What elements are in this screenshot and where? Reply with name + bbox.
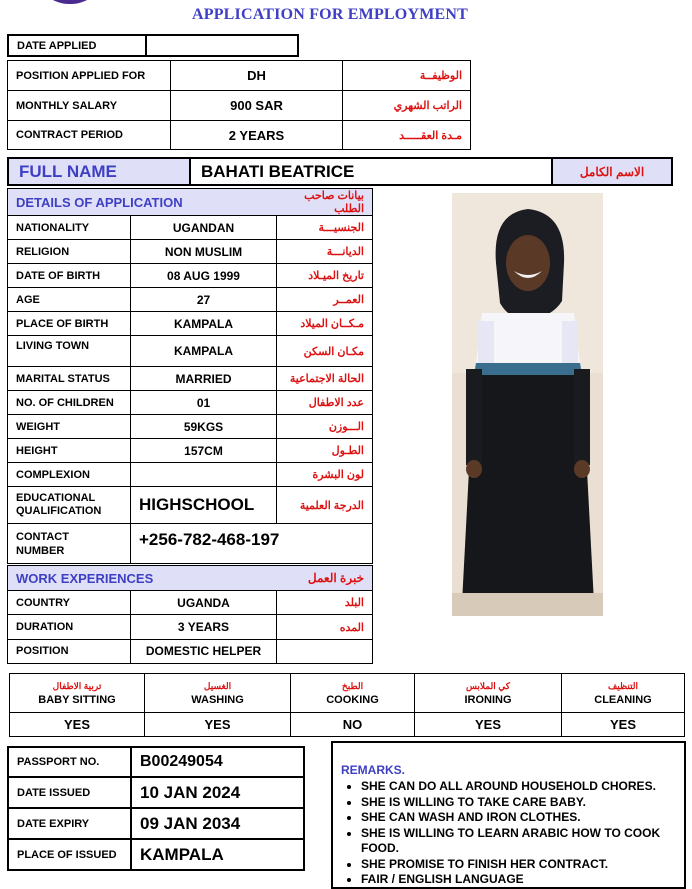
full-name-label: FULL NAME: [8, 158, 190, 185]
work-label: DURATION: [8, 615, 131, 639]
detail-label: HEIGHT: [8, 439, 131, 463]
detail-label: NO. OF CHILDREN: [8, 391, 131, 415]
detail-label-arabic: مـكــان الميلاد: [277, 312, 373, 336]
remark-item: • SHE IS WILLING TO LEARN ARABIC HOW TO COOK FOOD.: [361, 826, 676, 857]
work-label-arabic: البلد: [277, 591, 373, 615]
passport-value: KAMPALA: [131, 839, 304, 870]
remark-item: • SHE CAN DO ALL AROUND HOUSEHOLD CHORES.: [361, 779, 676, 795]
education-label-line2: QUALIFICATION: [16, 505, 102, 517]
passport-label: DATE ISSUED: [8, 777, 131, 808]
job-value: 2 YEARS: [171, 121, 343, 150]
work-value: DOMESTIC HELPER: [131, 639, 277, 663]
work-label: COUNTRY: [8, 591, 131, 615]
job-label: CONTRACT PERIOD: [8, 121, 171, 150]
education-value: HIGHSCHOOL: [131, 487, 277, 524]
skill-label-arabic: الغسيل: [203, 681, 232, 691]
date-applied-label: DATE APPLIED: [8, 35, 146, 56]
contact-label: [8, 524, 131, 564]
skill-header: [562, 674, 685, 713]
remark-item: • SHE PROMISE TO FINISH HER CONTRACT.: [361, 857, 676, 873]
skill-label: WASHING: [191, 694, 244, 706]
job-value: DH: [171, 61, 343, 91]
passport-label: PLACE OF ISSUED: [8, 839, 131, 870]
full-name-row: [7, 157, 673, 186]
skill-label-arabic: تربية الاطفال: [52, 681, 102, 691]
contact-label-line1: CONTACT: [16, 530, 69, 543]
detail-value: MARRIED: [131, 367, 277, 391]
detail-value: 59KGS: [131, 415, 277, 439]
passport-value: B00249054: [131, 747, 304, 777]
detail-label: DATE OF BIRTH: [8, 264, 131, 288]
skill-value: YES: [562, 713, 685, 737]
remark-item: • FAIR / ENGLISH LANGUAGE: [361, 872, 676, 888]
work-value: 3 YEARS: [131, 615, 277, 639]
detail-label: NATIONALITY: [8, 216, 131, 240]
remarks-box: [331, 741, 686, 889]
skill-value: YES: [145, 713, 291, 737]
job-label: POSITION APPLIED FOR: [8, 61, 171, 91]
detail-label-arabic: الـــوزن: [277, 415, 373, 439]
work-table: [7, 565, 373, 664]
detail-label-arabic: لون البشرة: [277, 463, 373, 487]
skill-value: YES: [10, 713, 145, 737]
passport-value: 09 JAN 2034: [131, 808, 304, 839]
detail-value: NON MUSLIM: [131, 240, 277, 264]
details-header: DETAILS OF APPLICATION: [8, 189, 277, 216]
detail-value: 27: [131, 288, 277, 312]
work-value: UGANDA: [131, 591, 277, 615]
detail-label-arabic: الجنسيـــة: [277, 216, 373, 240]
work-label-arabic: المده: [277, 615, 373, 639]
detail-label-arabic: الديانـــة: [277, 240, 373, 264]
skill-label: COOKING: [326, 694, 379, 706]
detail-label-arabic: تاريخ الميـلاد: [277, 264, 373, 288]
passport-label: PASSPORT NO.: [8, 747, 131, 777]
skills-table: [9, 673, 685, 737]
job-label-arabic: مـدة العقـــــد: [343, 121, 471, 150]
remarks-title: REMARKS.: [341, 763, 406, 777]
detail-label-arabic: الحالة الاجتماعية: [277, 367, 373, 391]
applicant-photo-image: [452, 193, 603, 616]
detail-label: WEIGHT: [8, 415, 131, 439]
remark-item: • SHE IS WILLING TO TAKE CARE BABY.: [361, 795, 676, 811]
work-header-arabic: خبرة العمل: [277, 566, 373, 591]
detail-value: KAMPALA: [131, 312, 277, 336]
skill-label-arabic: الطبخ: [341, 681, 364, 691]
passport-label: DATE EXPIRY: [8, 808, 131, 839]
full-name-label-arabic: الاسم الكامل: [552, 158, 672, 185]
detail-value: UGANDAN: [131, 216, 277, 240]
passport-value: 10 JAN 2024: [131, 777, 304, 808]
skill-value: NO: [291, 713, 415, 737]
page-title: APPLICATION FOR EMPLOYMENT: [191, 6, 468, 23]
work-header: WORK EXPERIENCES: [8, 566, 277, 591]
job-label: MONTHLY SALARY: [8, 91, 171, 121]
skill-value: YES: [415, 713, 562, 737]
skill-header: [10, 674, 145, 713]
company-logo: [35, 0, 105, 4]
details-table: [7, 188, 373, 564]
skill-label: CLEANING: [594, 694, 652, 706]
skill-header: [145, 674, 291, 713]
education-label-line1: EDUCATIONAL: [16, 492, 96, 504]
detail-label: RELIGION: [8, 240, 131, 264]
date-applied-row: [7, 34, 299, 57]
remark-item: • SHE CAN WASH AND IRON CLOTHES.: [361, 810, 676, 826]
skill-label-arabic: التنظيف: [607, 681, 639, 691]
remarks-list: [341, 779, 676, 888]
contact-label-line2: NUMBER: [16, 544, 65, 557]
skill-label: BABY SITTING: [38, 694, 116, 706]
skill-label-arabic: كي الملابس: [465, 681, 511, 691]
skill-label: IRONING: [464, 694, 512, 706]
detail-value: 08 AUG 1999: [131, 264, 277, 288]
education-label: [8, 487, 131, 524]
job-table: [7, 60, 471, 150]
date-applied-value: [146, 35, 298, 56]
detail-label: MARITAL STATUS: [8, 367, 131, 391]
applicant-photo: [452, 193, 603, 616]
detail-label-arabic: الطـول: [277, 439, 373, 463]
detail-label: COMPLEXION: [8, 463, 131, 487]
detail-label: PLACE OF BIRTH: [8, 312, 131, 336]
skill-header: [415, 674, 562, 713]
full-name-value: BAHATI BEATRICE: [190, 158, 552, 185]
work-label-arabic: [277, 639, 373, 663]
detail-label: AGE: [8, 288, 131, 312]
contact-value: +256-782-468-197: [131, 524, 373, 564]
passport-table: [7, 746, 305, 871]
work-label: POSITION: [8, 639, 131, 663]
skill-header: [291, 674, 415, 713]
job-value: 900 SAR: [171, 91, 343, 121]
detail-label-arabic: العمــر: [277, 288, 373, 312]
detail-label: LIVING TOWN: [8, 336, 131, 367]
job-label-arabic: الوظيفــة: [343, 61, 471, 91]
detail-value: [131, 463, 277, 487]
education-label-arabic: الدرجة العلمية: [277, 487, 373, 524]
detail-label-arabic: عدد الاطفال: [277, 391, 373, 415]
detail-value: KAMPALA: [131, 336, 277, 367]
detail-value: 01: [131, 391, 277, 415]
detail-value: 157CM: [131, 439, 277, 463]
job-label-arabic: الراتب الشهري: [343, 91, 471, 121]
detail-label-arabic: مكـان السكن: [277, 336, 373, 367]
details-header-arabic: بيانات صاحب الطلب: [277, 189, 373, 216]
